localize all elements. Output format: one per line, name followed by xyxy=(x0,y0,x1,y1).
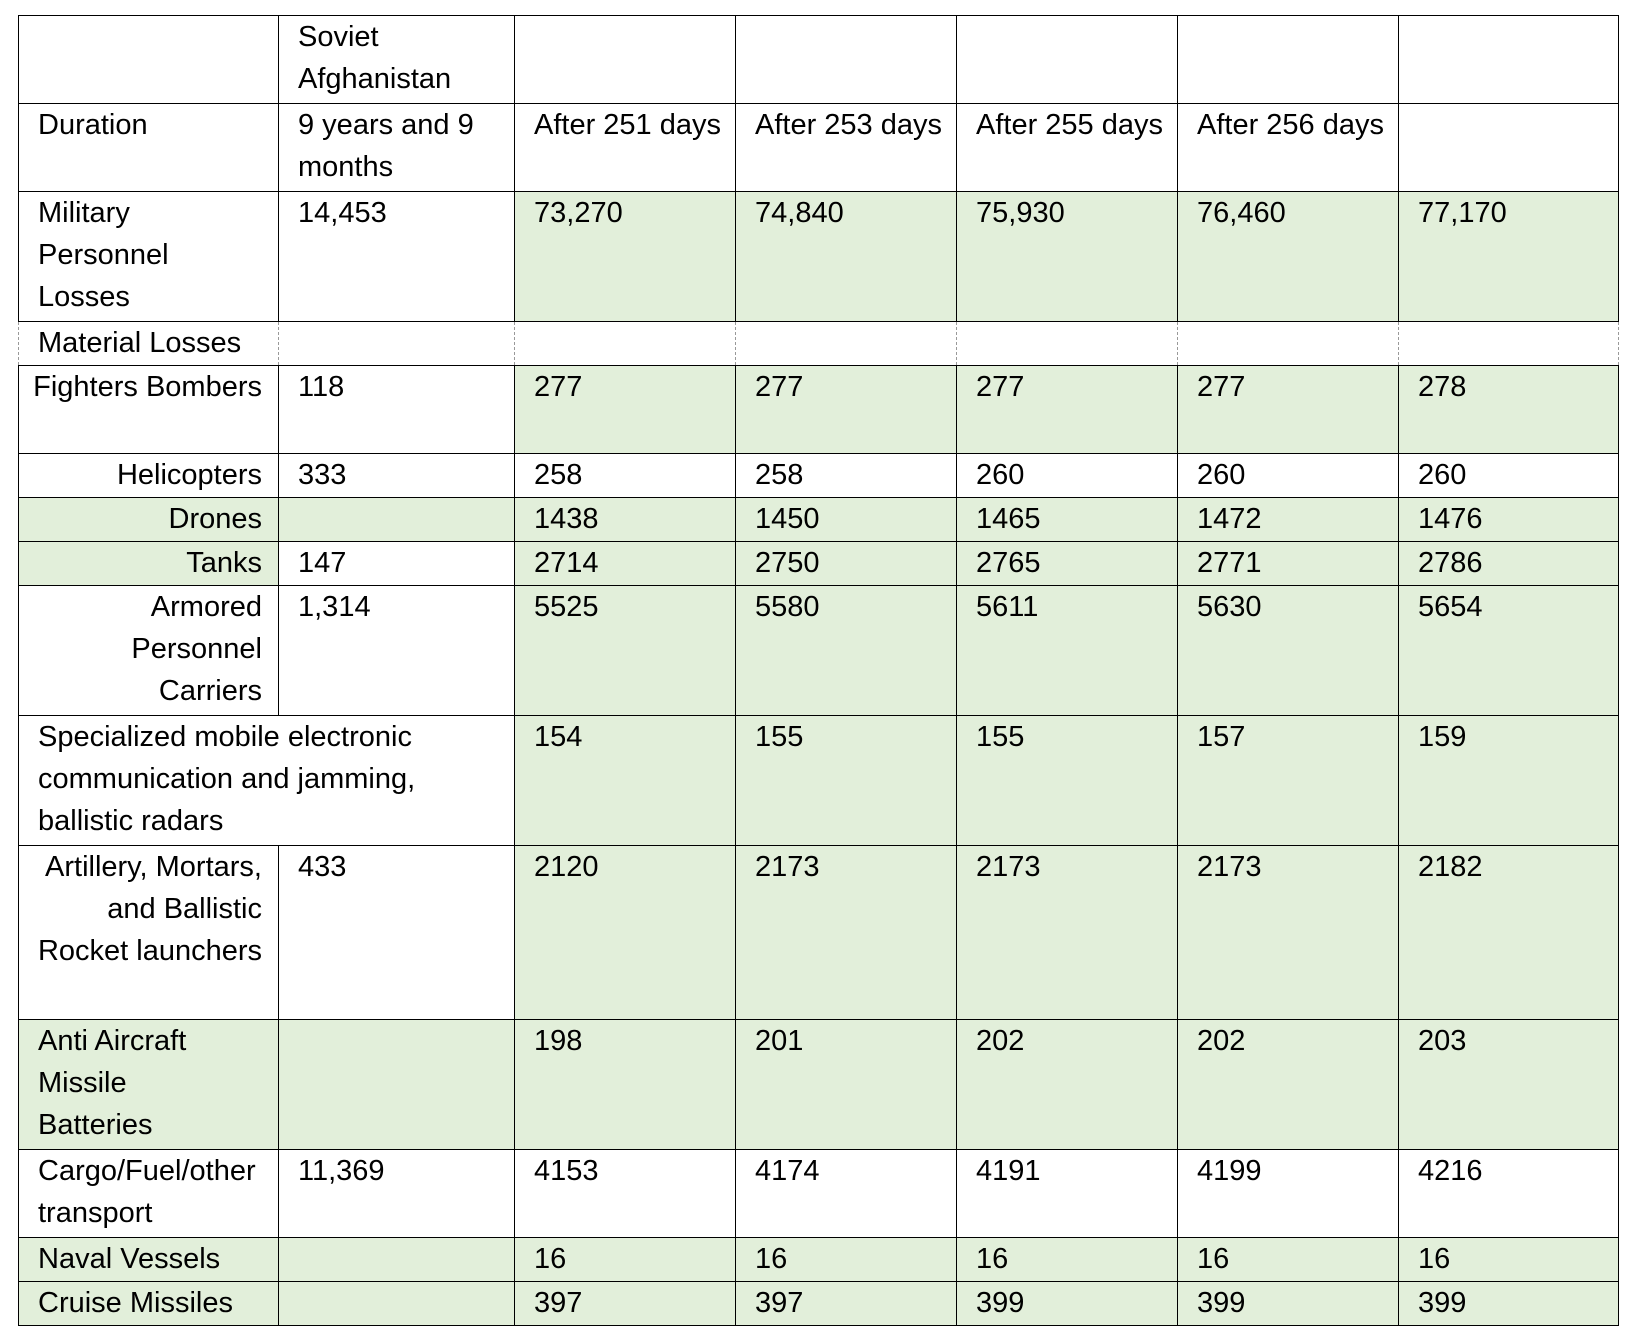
value-cell: 2765 xyxy=(957,542,1178,586)
value-cell: 2173 xyxy=(957,846,1178,1020)
value-cell: 198 xyxy=(515,1020,736,1150)
duration-row xyxy=(19,104,1619,192)
duration-cell: After 251 days xyxy=(515,104,736,192)
value-cell: 2120 xyxy=(515,846,736,1020)
header-soviet-afghanistan: Soviet Afghanistan xyxy=(279,16,515,104)
helicopters-row xyxy=(19,454,1619,498)
value-cell: 277 xyxy=(957,366,1178,454)
value-cell: 5654 xyxy=(1399,586,1619,716)
row-label: Cruise Missiles xyxy=(19,1282,279,1326)
soviet-cell: 433 xyxy=(279,846,515,1020)
value-cell: 74,840 xyxy=(736,192,957,322)
naval-row xyxy=(19,1238,1619,1282)
soviet-cell: 147 xyxy=(279,542,515,586)
value-cell: 77,170 xyxy=(1399,192,1619,322)
value-cell: 1472 xyxy=(1178,498,1399,542)
material-losses-row xyxy=(19,322,1619,366)
value-cell: 154 xyxy=(515,716,736,846)
losses-table xyxy=(18,15,1619,1326)
duration-cell: After 256 days xyxy=(1178,104,1399,192)
value-cell: 5630 xyxy=(1178,586,1399,716)
value-cell: 16 xyxy=(957,1238,1178,1282)
empty-cell xyxy=(736,322,957,366)
value-cell: 1476 xyxy=(1399,498,1619,542)
value-cell: 2786 xyxy=(1399,542,1619,586)
table-header-row xyxy=(19,16,1619,104)
value-cell: 2173 xyxy=(1178,846,1399,1020)
header-empty-cell xyxy=(1178,16,1399,104)
value-cell: 260 xyxy=(957,454,1178,498)
row-label: Military Personnel Losses xyxy=(19,192,279,322)
value-cell: 202 xyxy=(1178,1020,1399,1150)
header-empty-cell xyxy=(515,16,736,104)
value-cell: 1438 xyxy=(515,498,736,542)
value-cell: 2182 xyxy=(1399,846,1619,1020)
cargo-row xyxy=(19,1150,1619,1238)
value-cell: 5580 xyxy=(736,586,957,716)
value-cell: 5525 xyxy=(515,586,736,716)
soviet-cell: 118 xyxy=(279,366,515,454)
row-label: Naval Vessels xyxy=(19,1238,279,1282)
value-cell: 399 xyxy=(1399,1282,1619,1326)
row-label: Specialized mobile electronic communication and jamming, ballistic radars xyxy=(19,716,515,846)
value-cell: 155 xyxy=(957,716,1178,846)
row-label: Drones xyxy=(19,498,279,542)
row-label: Armored Personnel Carriers xyxy=(19,586,279,716)
antiair-row xyxy=(19,1020,1619,1150)
empty-cell xyxy=(1178,322,1399,366)
row-label: Cargo/Fuel/other transport xyxy=(19,1150,279,1238)
header-empty-cell xyxy=(736,16,957,104)
soviet-cell xyxy=(279,498,515,542)
duration-cell xyxy=(1399,104,1619,192)
value-cell: 4199 xyxy=(1178,1150,1399,1238)
row-label: Helicopters xyxy=(19,454,279,498)
empty-cell xyxy=(1399,322,1619,366)
soviet-cell: 1,314 xyxy=(279,586,515,716)
value-cell: 4191 xyxy=(957,1150,1178,1238)
value-cell: 16 xyxy=(1178,1238,1399,1282)
header-empty-cell xyxy=(957,16,1178,104)
value-cell: 75,930 xyxy=(957,192,1178,322)
row-label: Fighters Bombers xyxy=(19,366,279,454)
electronic-row xyxy=(19,716,1619,846)
value-cell: 1450 xyxy=(736,498,957,542)
row-label: Duration xyxy=(19,104,279,192)
value-cell: 16 xyxy=(1399,1238,1619,1282)
value-cell: 2750 xyxy=(736,542,957,586)
personnel-row xyxy=(19,192,1619,322)
value-cell: 16 xyxy=(736,1238,957,1282)
value-cell: 397 xyxy=(736,1282,957,1326)
soviet-cell xyxy=(279,1238,515,1282)
value-cell: 2714 xyxy=(515,542,736,586)
value-cell: 2173 xyxy=(736,846,957,1020)
soviet-cell xyxy=(279,1020,515,1150)
value-cell: 202 xyxy=(957,1020,1178,1150)
value-cell: 159 xyxy=(1399,716,1619,846)
artillery-row xyxy=(19,846,1619,1020)
value-cell: 4216 xyxy=(1399,1150,1619,1238)
soviet-cell: 11,369 xyxy=(279,1150,515,1238)
value-cell: 277 xyxy=(515,366,736,454)
value-cell: 5611 xyxy=(957,586,1178,716)
soviet-cell: 14,453 xyxy=(279,192,515,322)
value-cell: 277 xyxy=(736,366,957,454)
value-cell: 399 xyxy=(1178,1282,1399,1326)
drones-row xyxy=(19,498,1619,542)
value-cell: 277 xyxy=(1178,366,1399,454)
soviet-cell xyxy=(279,1282,515,1326)
duration-cell: After 255 days xyxy=(957,104,1178,192)
duration-cell: After 253 days xyxy=(736,104,957,192)
value-cell: 157 xyxy=(1178,716,1399,846)
value-cell: 16 xyxy=(515,1238,736,1282)
value-cell: 201 xyxy=(736,1020,957,1150)
apc-row xyxy=(19,586,1619,716)
fighters-row xyxy=(19,366,1619,454)
row-label: Tanks xyxy=(19,542,279,586)
soviet-cell: 9 years and 9 months xyxy=(279,104,515,192)
value-cell: 399 xyxy=(957,1282,1178,1326)
value-cell: 4153 xyxy=(515,1150,736,1238)
value-cell: 76,460 xyxy=(1178,192,1399,322)
value-cell: 203 xyxy=(1399,1020,1619,1150)
value-cell: 73,270 xyxy=(515,192,736,322)
empty-cell xyxy=(957,322,1178,366)
row-label: Artillery, Mortars, and Ballistic Rocket launchers xyxy=(19,846,279,1020)
header-empty-cell xyxy=(1399,16,1619,104)
header-empty-cell xyxy=(19,16,279,104)
row-label: Anti Aircraft Missile Batteries xyxy=(19,1020,279,1150)
tanks-row xyxy=(19,542,1619,586)
soviet-cell: 333 xyxy=(279,454,515,498)
section-label: Material Losses xyxy=(19,322,279,366)
value-cell: 1465 xyxy=(957,498,1178,542)
empty-cell xyxy=(515,322,736,366)
value-cell: 260 xyxy=(1399,454,1619,498)
value-cell: 4174 xyxy=(736,1150,957,1238)
value-cell: 397 xyxy=(515,1282,736,1326)
value-cell: 260 xyxy=(1178,454,1399,498)
value-cell: 258 xyxy=(515,454,736,498)
value-cell: 258 xyxy=(736,454,957,498)
cruise-row xyxy=(19,1282,1619,1326)
value-cell: 155 xyxy=(736,716,957,846)
value-cell: 2771 xyxy=(1178,542,1399,586)
value-cell: 278 xyxy=(1399,366,1619,454)
empty-cell xyxy=(279,322,515,366)
